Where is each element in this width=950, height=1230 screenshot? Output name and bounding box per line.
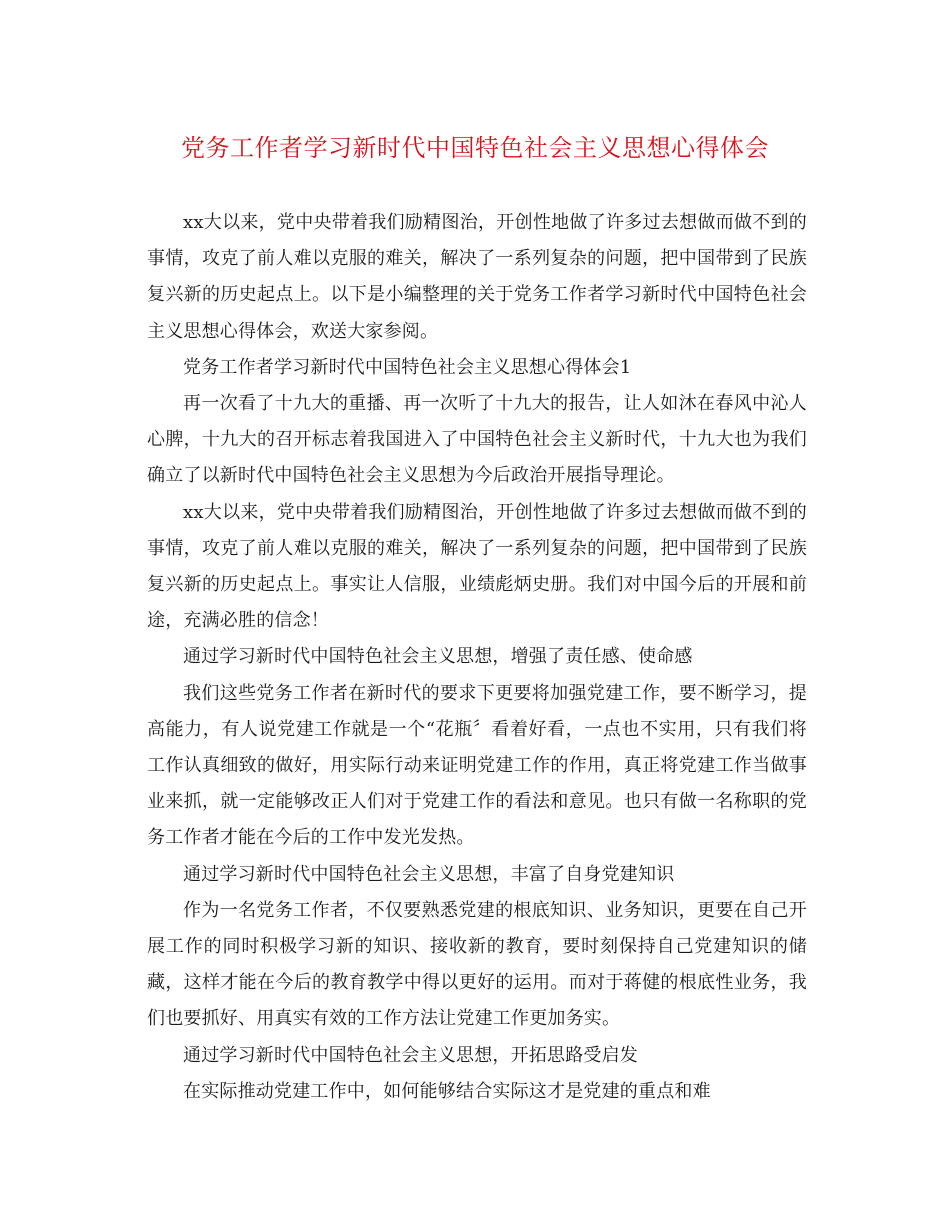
document-title: 党务工作者学习新时代中国特色社会主义思想心得体会 (181, 134, 769, 162)
document-body (147, 205, 807, 1110)
subheading: 通过学习新时代中国特色社会主义思想，开拓思路受启发 (183, 1044, 638, 1066)
section-heading: 党务工作者学习新时代中国特色社会主义思想心得体会1 (183, 356, 632, 378)
body-paragraph: 再一次看了十九大的重播、再一次听了十九大的报告，让人如沐在春风中沁人心脾，十九大的召开标志着我国进入了中国特色社会主义新时代，十九大也为我们确立了以新时代中国特色社会主义思想为今后政治开展指导理论。 (147, 393, 807, 487)
body-paragraph: 作为一名党务工作者，不仅要熟悉党建的根底知识、业务知识，更要在自己开展工作的同时积极学习新的知识、接收新的教育，要时刻保持自己党建知识的储藏，这样才能在今后的教育教学中得以更好的运用。而对于蒋健的根底性业务，我们也要抓好、用真实有效的工作方法让党建工作更加务实。 (147, 899, 807, 1030)
body-paragraph: xx大以来，党中央带着我们励精图治，开创性地做了许多过去想做而做不到的事情，攻克了前人难以克服的难关，解决了一系列复杂的问题，把中国带到了民族复兴新的历史起点上。事实让人信服，业绩彪炳史册。我们对中国今后的开展和前途，充满必胜的信念！ (147, 501, 807, 632)
body-paragraph: 我们这些党务工作者在新时代的要求下更要将加强党建工作，要不断学习，提高能力，有人说党建工作就是一个“花瓶〞看着好看，一点也不实用，只有我们将工作认真细致的做好，用实际行动来证明党建工作的作用，真正将党建工作当做事业来抓，就一定能够改正人们对于党建工作的看法和意见。也只有做一名称职的党务工作者才能在今后的工作中发光发热。 (147, 682, 807, 849)
intro-paragraph: xx大以来，党中央带着我们励精图治，开创性地做了许多过去想做而做不到的事情，攻克了前人难以克服的难关，解决了一系列复杂的问题，把中国带到了民族复兴新的历史起点上。以下是小编整理的关于党务工作者学习新时代中国特色社会主义思想心得体会，欢送大家参阅。 (147, 212, 807, 342)
subheading: 通过学习新时代中国特色社会主义思想，丰富了自身党建知识 (183, 863, 675, 885)
subheading: 通过学习新时代中国特色社会主义思想，增强了责任感、使命感 (183, 646, 693, 668)
body-paragraph: 在实际推动党建工作中，如何能够结合实际这才是党建的重点和难 (183, 1080, 711, 1102)
